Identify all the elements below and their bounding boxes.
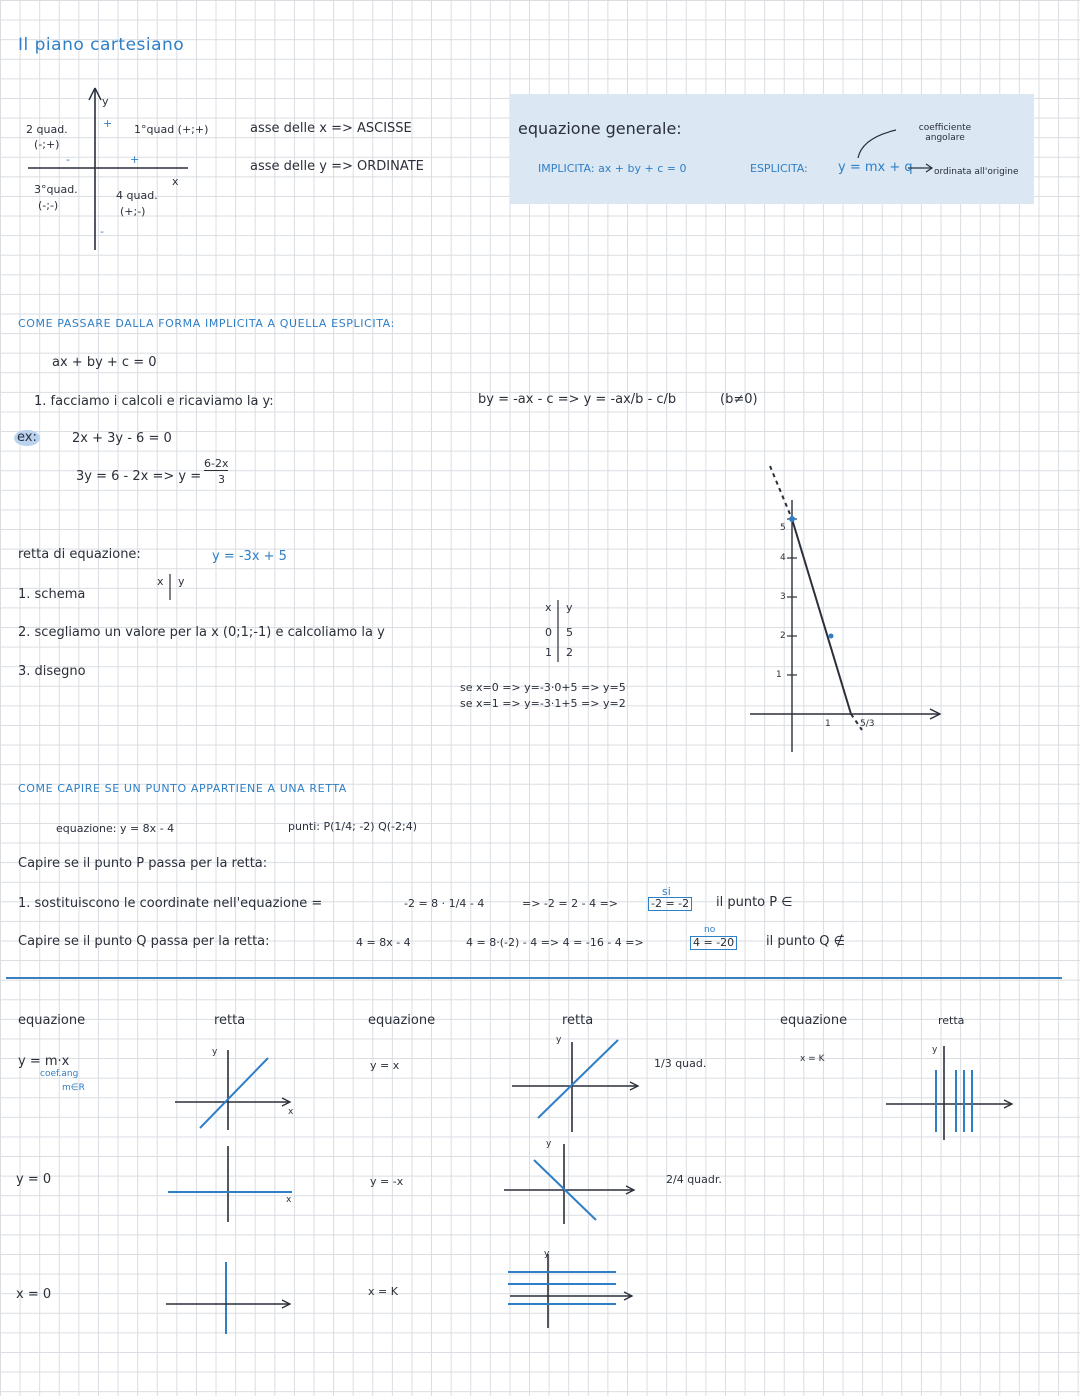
value-x-0: 0 — [545, 626, 552, 639]
schema-y-header: y — [178, 575, 185, 588]
calc-x0: se x=0 => y=-3·0+5 => y=5 — [460, 681, 626, 694]
point-equation: equazione: y = 8x - 4 — [56, 822, 175, 835]
y-tick-1: 1 — [776, 670, 782, 680]
col-line-1: retta — [214, 1013, 246, 1028]
y-tick-3: 3 — [780, 592, 786, 602]
value-y-1: 2 — [566, 646, 573, 659]
right-row1-equation: x = K — [800, 1054, 825, 1064]
substitution-q: 4 = 8x - 4 — [356, 936, 411, 949]
quadrant-2-label: 2 quad. — [26, 123, 68, 136]
graph7-y-label: y — [932, 1045, 938, 1055]
quad-y-label: y — [102, 95, 109, 108]
value-x-1: 1 — [545, 646, 552, 659]
implicit-to-explicit-heading: COME PASSARE DALLA FORMA IMPLICITA A QUELLA ESPLICITA: — [18, 317, 395, 330]
col-line-2: retta — [562, 1013, 594, 1028]
step-schema: 1. schema — [18, 587, 86, 602]
x-tick-5-3: 5/3 — [860, 719, 875, 729]
col-equation-3: equazione — [780, 1013, 848, 1028]
derivation: by = -ax - c => y = -ax/b - c/b — [478, 392, 677, 407]
col-equation-2: equazione — [368, 1013, 436, 1028]
fraction-denominator: 3 — [218, 473, 225, 486]
col-line-3: retta — [938, 1014, 965, 1027]
line-equation-label: retta di equazione: — [18, 547, 141, 562]
graph1-x-label: x — [288, 1107, 294, 1117]
example-step: 3y = 6 - 2x => y = — [76, 469, 202, 484]
explicit-label: ESPLICITA: — [750, 162, 808, 175]
mid-row1-note: 1/3 quad. — [654, 1057, 707, 1070]
result-p-conclusion: il punto P ∈ — [716, 895, 793, 910]
quadrant-3-sign: (-;-) — [38, 199, 59, 212]
row2-equation: y = 0 — [16, 1172, 52, 1187]
quad-x-label: x — [172, 175, 179, 188]
step-solve-y: 1. facciamo i calcoli e ricaviamo la y: — [34, 394, 274, 409]
b-condition: (b≠0) — [720, 392, 758, 407]
general-equation-heading: equazione generale: — [518, 119, 682, 138]
result-p-box: -2 = -2 — [648, 897, 692, 911]
example-equation: 2x + 3y - 6 = 0 — [72, 431, 172, 446]
result-q-tag: no — [704, 925, 716, 935]
row1-note: coef.ang — [40, 1069, 79, 1079]
fraction-numerator: 6-2x — [204, 457, 229, 470]
graph4-y-label: y — [556, 1035, 562, 1045]
check-q-label: Capire se il punto Q passa per la retta: — [18, 934, 270, 949]
intercept-annotation: ordinata all'origine — [934, 167, 1019, 177]
row3-equation: x = 0 — [16, 1287, 52, 1302]
substitute-step: 1. sostituiscono le coordinate nell'equazione = — [18, 896, 323, 911]
line-equation: y = -3x + 5 — [212, 549, 287, 564]
values-y-header: y — [566, 601, 573, 614]
calc-x1: se x=1 => y=-3·1+5 => y=2 — [460, 697, 626, 710]
step-choose-x: 2. scegliamo un valore per la x (0;1;-1) e calcoliamo la y — [18, 625, 385, 640]
slope-annotation: coefficiente angolare — [918, 123, 972, 143]
row1-note2: m∈R — [62, 1083, 85, 1093]
quadrant-4-sign: (+;-) — [120, 205, 146, 218]
mid-row2-note: 2/4 quadr. — [666, 1173, 722, 1186]
quadrant-1-label: 1°quad (+;+) — [134, 123, 209, 136]
point-on-line-heading: COME CAPIRE SE UN PUNTO APPARTIENE A UNA RETTA — [18, 782, 347, 795]
sign-plus-right: + — [130, 153, 140, 166]
quadrant-3-label: 3°quad. — [34, 183, 78, 196]
example-badge: ex: — [14, 430, 40, 446]
values-x-header: x — [545, 601, 552, 614]
x-tick-1: 1 — [825, 719, 831, 729]
value-y-0: 5 — [566, 626, 573, 639]
col-equation-1: equazione — [18, 1013, 86, 1028]
sign-minus-left: - — [66, 153, 70, 166]
sign-minus-bottom: - — [100, 225, 104, 238]
explicit-form: y = mx + q — [838, 160, 913, 175]
y-tick-5: 5 — [780, 523, 786, 533]
page-title: Il piano cartesiano — [18, 35, 185, 55]
quadrant-2-sign: (-;+) — [34, 138, 60, 151]
result-q-box: 4 = -20 — [690, 936, 737, 950]
points-list: punti: P(1/4; -2) Q(-2;4) — [288, 820, 417, 833]
graph6-y-label: y — [544, 1249, 550, 1259]
mid-row3-equation: x = K — [368, 1285, 398, 1298]
check-p-label: Capire se il punto P passa per la retta: — [18, 856, 268, 871]
x-axis-definition: asse delle x => ASCISSE — [250, 121, 412, 136]
y-tick-4: 4 — [780, 553, 786, 563]
result-p-pre: => -2 = 2 - 4 => — [522, 897, 618, 910]
result-q-conclusion: il punto Q ∉ — [766, 934, 845, 949]
y-axis-definition: asse delle y => ORDINATE — [250, 159, 424, 174]
mid-row2-equation: y = -x — [370, 1175, 404, 1188]
row1-equation: y = m·x — [18, 1054, 70, 1069]
quadrant-4-label: 4 quad. — [116, 189, 158, 202]
sign-plus-top: + — [103, 117, 113, 130]
graph2-x-label: x — [286, 1195, 292, 1205]
graph5-y-label: y — [546, 1139, 552, 1149]
mid-row1-equation: y = x — [370, 1059, 400, 1072]
substitution-p: -2 = 8 · 1/4 - 4 — [404, 897, 485, 910]
implicit-form: IMPLICITA: ax + by + c = 0 — [538, 162, 687, 175]
step-draw: 3. disegno — [18, 664, 86, 679]
result-q-pre: 4 = 8·(-2) - 4 => 4 = -16 - 4 => — [466, 936, 644, 949]
y-tick-2: 2 — [780, 631, 786, 641]
schema-x-header: x — [157, 575, 164, 588]
graph1-y-label: y — [212, 1047, 218, 1057]
result-p-tag: si — [662, 885, 671, 898]
implicit-equation: ax + by + c = 0 — [52, 355, 157, 370]
